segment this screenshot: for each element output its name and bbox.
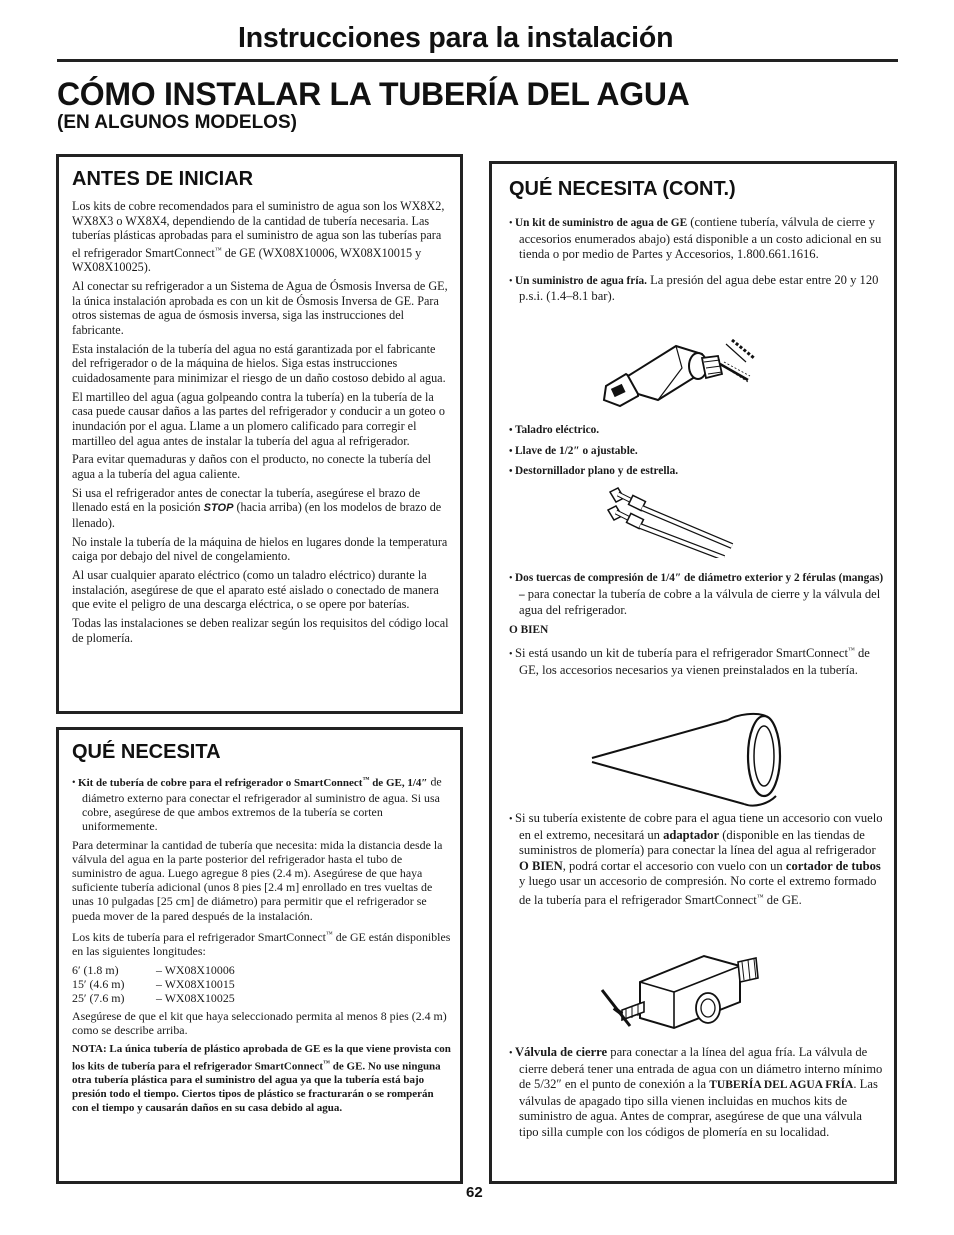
stop-label: STOP bbox=[203, 502, 234, 515]
antes-p6: Si usa el refrigerador antes de conectar la tubería, asegúrese el brazo de llenado está en la posición STOP (hacia arriba) (en los modelos de brazo de llenado). bbox=[72, 485, 442, 530]
antes-p7: No instale la tubería de la máquina de hielos en lugares donde la temperatura caiga por debajo del nivel de congelamiento. bbox=[72, 534, 448, 564]
length-row: 15′ (4.6 m) – WX08X10015 bbox=[72, 976, 235, 991]
length-row: 6′ (1.8 m) – WX08X10006 bbox=[72, 962, 235, 977]
cont-heading: QUÉ NECESITA (CONT.) bbox=[509, 178, 736, 200]
cont-bullet-flare: • Si su tubería existente de cobre para el agua tiene un accesorio con vuelo en el extremo, necesitará un adaptador (disponible en las tiendas de suministros de plomería) para conectar la línea del agua al refrigerador O BIEN, podrá cortar el accesorio con vuelo con un cortador de tubos y luego usar un accesorio de compresión. No corte el extremo formado de la tubería para el refrigerador SmartConnect™ de GE. bbox=[509, 811, 883, 908]
length-row: 25′ (7.6 m) – WX08X10025 bbox=[72, 991, 235, 1006]
antes-p1: Los kits de cobre recomendados para el suministro de agua son los WX8X2, WX8X3 o WX8X4, dependiendo de la cantidad de tubería necesaria. Las tuberías plásticas aprobadas para el suministro de agua son las tuberías para el refrigerador SmartConnect™ de GE (WX08X10006, WX08X10015 y WX08X10025). bbox=[72, 199, 445, 275]
antes-p3: Esta instalación de la tubería del agua no está garantizada por el fabricante del refrigerador o de la máquina de hielos. Siga estas instrucciones cuidadosamente para minimizar el riesgo de un daño costoso debido al agua. bbox=[72, 341, 446, 385]
cont-bullet-kit: • Un kit de suministro de agua de GE (contiene tubería, válvula de cierre y accesorios enumerados abajo) está disponible a un costo adicional en su tienda o por medio de Partes y Accesorios, 1.800.661.1616. bbox=[509, 215, 882, 262]
necesita-bullet-1: • Kit de tubería de cobre para el refrigerador o SmartConnect™ de GE, 1/4″ de diámetro externo para conectar el refrigerador al suministro de agua. Si usa cobre, asegúrese de que ambos extremos de la tubería se corten uniformemente. bbox=[72, 774, 442, 834]
que-necesita-cont-box bbox=[489, 161, 897, 1184]
main-title: CÓMO INSTALAR LA TUBERÍA DEL AGUA bbox=[57, 76, 690, 112]
antes-p9: Todas las instalaciones se deben realizar según los requisitos del código local de plomería. bbox=[72, 616, 449, 645]
antes-p4: El martilleo del agua (agua golpeando contra la tubería) en la tubería de la casa puede causar daños a las partes del refrigerador y conducir a un goteo o inundación por el agua. Llame a un plomero calificado para corregir el martilleo del agua antes de instalar la tubería del agua al refrigerador. bbox=[72, 389, 445, 448]
page-number: 62 bbox=[466, 1184, 483, 1201]
antes-heading: ANTES DE INICIAR bbox=[72, 168, 254, 190]
compression-nuts-illustration bbox=[604, 486, 738, 558]
trademark-mark: ™ bbox=[214, 245, 222, 254]
necesita-nota: NOTA: La única tubería de plástico aprobada de GE es la que viene provista con los kits de tubería para el refrigerador SmartConnect™ de GE. No use ninguna otra tubería plástica para el suministro del agua ya que la tubería está bajo presión todo el tiempo. Ciertos tipos de plástico se fracturarán o se romperán con el tiempo y causarán daños en su casa debido al agua. bbox=[72, 1042, 451, 1115]
necesita-p4: Asegúrese de que el kit que haya seleccionado permita al menos 8 pies (2.4 m) como se describe arriba. bbox=[72, 1009, 447, 1038]
cont-bullet-smartconnect: • Si está usando un kit de tubería para el refrigerador SmartConnect™ de GE, los accesorios necesarios ya vienen preinstalados en la tubería. bbox=[509, 645, 870, 677]
o-bien-label: O BIEN bbox=[509, 623, 549, 636]
cont-bullet-water: • Un suministro de agua fría. La presión del agua debe estar entre 20 y 120 p.s.i. (1.4–8.1 bar). bbox=[509, 272, 879, 304]
necesita-p2: Para determinar la cantidad de tubería que necesita: mida la distancia desde la válvula del agua en la parte posterior del refrigerador hasta el tubo de suministro de agua. Luego agregue 8 pies (2.4 m). Asegúrese de que haya suficiente tubería adicional (unos 8 pies [2.4 m] enrollado en tres vueltas de unas 10 pulgadas [25 cm] de diámetro) para permitir que el refrigerador se pueda mover de la pared después de la instalación. bbox=[72, 837, 443, 923]
header-rule bbox=[57, 59, 898, 62]
section-title: Instrucciones para la instalación bbox=[238, 22, 674, 54]
tool-item: • Destornillador plano y de estrella. bbox=[509, 465, 679, 478]
necesita-p3: Los kits de tubería para el refrigerador SmartConnect™ de GE están disponibles en las siguientes longitudes: bbox=[72, 930, 451, 959]
antes-p2: Al conectar su refrigerador a un Sistema de Agua de Ósmosis Inversa de GE, la única instalación aprobada es con un kit de Ósmosis Inversa de GE. Para otros sistemas de agua de ósmosis inversa, siga las instrucciones del fabricante. bbox=[72, 279, 448, 337]
cont-bullet-valve: • Válvula de cierre para conectar a la línea del agua fría. La válvula de cierre deberá tener una entrada de agua con un diámetro interno mínimo de 5/32″ en el punto de conexión a la TUBERÍA DEL AGUA FRÍA. Las válvulas de apagado tipo silla vienen incluidas en muchos kits de suministro de agua. Antes de comprar, asegúrese de que una válvula tipo silla cumple con los códigos de plomería en su localidad. bbox=[509, 1045, 883, 1139]
drill-illustration bbox=[598, 334, 758, 412]
shutoff-valve-illustration bbox=[600, 950, 760, 1040]
flared-tube-illustration bbox=[588, 704, 788, 814]
cont-bullet-nuts: • Dos tuercas de compresión de 1/4″ de diámetro exterior y 2 férulas (mangas) – para conectar la tubería de cobre a la válvula de cierre y la válvula del agua del refrigerador. bbox=[509, 572, 884, 618]
tool-item: • Llave de 1/2″ o ajustable. bbox=[509, 444, 638, 457]
tool-item: • Taladro eléctrico. bbox=[509, 424, 600, 436]
antes-de-iniciar-box bbox=[56, 154, 463, 714]
lengths-list bbox=[72, 963, 452, 1006]
antes-p8: Al usar cualquier aparato eléctrico (como un taladro eléctrico) durante la instalación, asegúrese de que el aparato esté aislado o conectado de manera que evite el peligro de una descarga eléctrica, o se opere por baterías. bbox=[72, 568, 439, 612]
subtitle: (EN ALGUNOS MODELOS) bbox=[57, 112, 297, 133]
necesita-heading: QUÉ NECESITA bbox=[72, 741, 221, 763]
antes-p5: Para evitar quemaduras y daños con el producto, no conecte la tubería del agua a la tubería del agua caliente. bbox=[72, 452, 432, 481]
que-necesita-box bbox=[56, 727, 463, 1184]
